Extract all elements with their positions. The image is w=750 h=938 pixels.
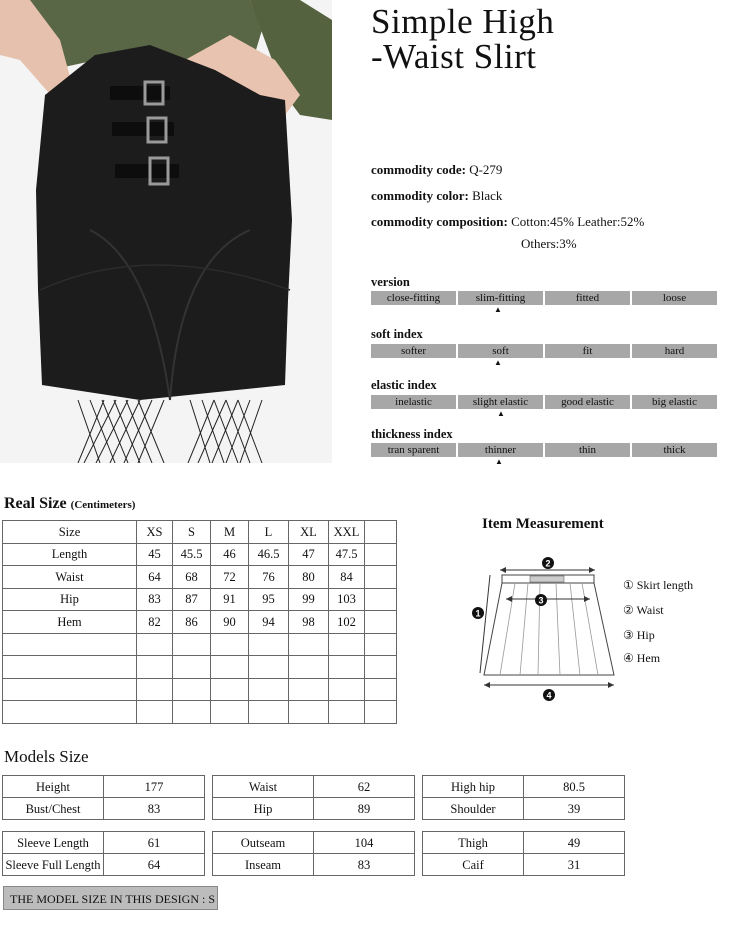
selected-triangle-icon: ▲ [494,305,502,314]
size-cell [3,701,137,724]
spacer [415,832,423,854]
commodity-composition [371,214,644,230]
size-cell [3,678,137,701]
size-cell: Size [3,521,137,544]
model-measure-label: Sleeve Length [3,832,104,854]
size-cell [173,678,211,701]
measurement-legend-hip: ③ Hip [623,628,655,642]
size-cell [173,701,211,724]
real-size-table [2,520,397,724]
model-row [3,832,625,854]
scale-option: big elastic [632,395,717,409]
scale-label-thickness-index: thickness index [371,427,453,441]
spacer [205,798,213,820]
measurement-diagram [470,553,620,708]
model-measure-value: 83 [314,854,415,876]
size-cell [329,678,365,701]
size-cell [211,633,249,656]
model-measure-label: High hip [423,776,524,798]
model-measure-label: Outseam [213,832,314,854]
size-cell: 98 [289,611,329,634]
scale-option: slight elastic [458,395,543,409]
product-title-line2: -Waist Slirt [371,37,537,76]
commodity-code-value: Q-279 [469,162,503,177]
size-row [3,678,397,701]
size-cell: XL [289,521,329,544]
scale-label-elastic-index: elastic index [371,378,437,392]
size-cell [289,701,329,724]
model-row [3,798,625,820]
size-cell [249,633,289,656]
scale-option: thinner [458,443,543,457]
spacer [205,776,213,798]
model-measure-value: 64 [104,854,205,876]
size-cell: 64 [137,566,173,589]
marker-length: 1 [475,608,481,619]
size-cell [249,701,289,724]
size-cell: L [249,521,289,544]
model-row [3,776,625,798]
size-cell: 86 [173,611,211,634]
model-measure-value: 61 [104,832,205,854]
model-measure-label: Shoulder [423,798,524,820]
size-cell: 102 [329,611,365,634]
model-measure-label: Waist [213,776,314,798]
model-size-note: THE MODEL SIZE IN THIS DESIGN : S [3,886,218,910]
model-measure-value: 89 [314,798,415,820]
spacer [205,854,213,876]
selected-triangle-icon: ▲ [494,358,502,367]
size-cell [211,678,249,701]
size-cell [365,611,397,634]
size-cell: M [211,521,249,544]
model-measure-label: Inseam [213,854,314,876]
commodity-color [371,188,502,204]
scale-option: slim-fitting [458,291,543,305]
size-cell: 91 [211,588,249,611]
model-measure-label: Hip [213,798,314,820]
size-cell [365,566,397,589]
size-row [3,543,397,566]
size-cell: 47.5 [329,543,365,566]
size-cell [3,656,137,679]
size-cell: 90 [211,611,249,634]
size-cell: Hip [3,588,137,611]
size-cell [289,678,329,701]
size-row [3,588,397,611]
size-cell: 46.5 [249,543,289,566]
product-title-line1: Simple High [371,2,555,41]
size-cell: 47 [289,543,329,566]
model-measure-value: 80.5 [524,776,625,798]
item-measurement-title [482,515,604,533]
commodity-code [371,162,502,178]
scale-option: tran sparent [371,443,456,457]
size-cell [329,701,365,724]
commodity-code-label: commodity code: [371,162,466,177]
model-measure-value: 62 [314,776,415,798]
commodity-color-value: Black [472,188,503,203]
models-size-table-2 [2,831,625,876]
size-cell: 87 [173,588,211,611]
scale-option: thick [632,443,717,457]
size-cell: 95 [249,588,289,611]
size-cell [289,633,329,656]
real-size-heading [4,495,135,513]
model-measure-value: 83 [104,798,205,820]
scale-row-elastic-index [371,395,717,409]
model-measure-value: 31 [524,854,625,876]
marker-hem: 4 [546,690,552,701]
spacer [415,776,423,798]
measurement-legend-skirt-length: ① Skirt length [623,578,694,592]
scale-label-soft-index: soft index [371,327,423,341]
size-cell [211,701,249,724]
scale-row-version [371,291,717,305]
model-measure-value: 104 [314,832,415,854]
size-cell [3,633,137,656]
spacer [415,798,423,820]
size-cell: 80 [289,566,329,589]
size-cell [173,656,211,679]
models-size-title: Models Size [4,747,89,766]
scale-option: hard [632,344,717,358]
size-cell: 45.5 [173,543,211,566]
scale-option: thin [545,443,630,457]
size-cell: XXL [329,521,365,544]
real-size-title: Real Size [4,495,67,512]
size-cell [365,678,397,701]
size-cell: 68 [173,566,211,589]
size-cell: 83 [137,588,173,611]
model-measure-value: 177 [104,776,205,798]
selected-triangle-icon: ▲ [497,409,505,418]
size-cell [137,701,173,724]
item-measurement-title-text: Item Measurement [482,516,604,532]
scale-option: inelastic [371,395,456,409]
scale-option: close-fitting [371,291,456,305]
size-cell: 99 [289,588,329,611]
scale-option: softer [371,344,456,358]
size-cell [211,656,249,679]
model-measure-label: Sleeve Full Length [3,854,104,876]
size-cell [137,656,173,679]
size-row [3,611,397,634]
measurement-legend-waist: ② Waist [623,603,664,617]
size-cell: XS [137,521,173,544]
model-measure-label: Height [3,776,104,798]
measurement-legend-hem: ④ Hem [623,651,661,665]
model-row [3,854,625,876]
size-cell [329,656,365,679]
commodity-composition-label: commodity composition: [371,214,508,229]
size-cell [137,633,173,656]
size-row [3,701,397,724]
size-cell [289,656,329,679]
marker-waist: 2 [545,558,551,569]
scale-option: fitted [545,291,630,305]
size-cell [173,633,211,656]
selected-triangle-icon: ▲ [495,457,503,466]
skirt-illustration [0,0,332,463]
real-size-unit: (Centimeters) [70,499,136,511]
size-cell [365,701,397,724]
models-size-table-1 [2,775,625,820]
size-cell: S [173,521,211,544]
size-cell: 82 [137,611,173,634]
scale-option: good elastic [545,395,630,409]
model-measure-value: 39 [524,798,625,820]
scale-option: soft [458,344,543,358]
commodity-composition-line1: Cotton:45% Leather:52% [511,214,645,229]
scale-label-version: version [371,275,410,289]
size-cell [249,678,289,701]
commodity-color-label: commodity color: [371,188,469,203]
commodity-composition-line2: Others:3% [521,236,577,251]
size-cell: Hem [3,611,137,634]
size-cell: 72 [211,566,249,589]
size-cell: 84 [329,566,365,589]
size-cell [365,543,397,566]
model-measure-label: Thigh [423,832,524,854]
scale-row-thickness-index [371,443,717,457]
size-cell [365,521,397,544]
size-cell [365,656,397,679]
scale-option: fit [545,344,630,358]
model-measure-value: 49 [524,832,625,854]
scale-row-soft-index [371,344,717,358]
size-cell: Waist [3,566,137,589]
size-cell: 103 [329,588,365,611]
size-cell [249,656,289,679]
size-cell [365,588,397,611]
size-cell: Length [3,543,137,566]
product-photo [0,0,332,463]
size-row [3,656,397,679]
size-row [3,566,397,589]
skirt-diagram [470,553,620,703]
scale-option: loose [632,291,717,305]
size-cell: 76 [249,566,289,589]
size-cell: 94 [249,611,289,634]
size-cell: 46 [211,543,249,566]
spacer [415,854,423,876]
size-cell: 45 [137,543,173,566]
spacer [205,832,213,854]
model-measure-label: Caif [423,854,524,876]
size-header-row [3,521,397,544]
size-cell [365,633,397,656]
size-row [3,633,397,656]
marker-hip: 3 [538,595,544,606]
size-cell [329,633,365,656]
model-measure-label: Bust/Chest [3,798,104,820]
size-cell [137,678,173,701]
